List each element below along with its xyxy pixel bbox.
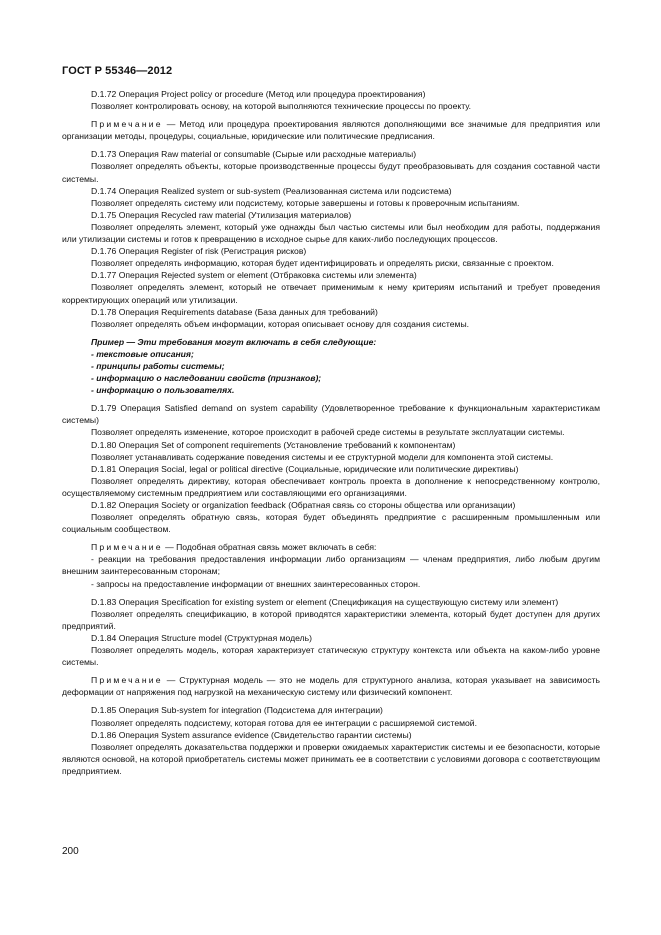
text-paragraph: Позволяет определять подсистему, которая готова для ее интеграции с расширяемой системой. (91, 717, 477, 728)
text-paragraph: Позволяет определять модель, которая характеризует статическую структуру контекста или объекта на каком-либо уровне системы. (62, 645, 600, 668)
text-paragraph: D.1.72 Операция Project policy or procedure (Метод или процедура проектирования) (91, 89, 426, 99)
example-paragraph: - текстовые описания; (91, 348, 194, 359)
text-paragraph: D.1.82 Операция Society or organization feedback (Обратная связь со стороны общества или организации) (91, 500, 516, 510)
text-paragraph: Позволяет определять объем информации, которая описывает основу для создания системы. (91, 318, 470, 329)
text-paragraph: Позволяет определять элемент, который уже однажды был частью системы или был необходим для работы, поддержания или утилизации системы и готов к превращению в исходное сырье для каких-либо последующих процессов. (62, 221, 600, 245)
text-paragraph: Позволяет определять систему или подсистему, которые завершены и готовы к проверочным испытаниям. (91, 197, 520, 208)
note-text: — Подобная обратная связь может включать в себя: (162, 542, 377, 553)
note-paragraph (62, 541, 600, 553)
text-paragraph: Позволяет определять доказательства поддержки и проверки ожидаемых характеристик системы и ее безопасности, которые являются основой, на которой приобретатель системы может принимать ее в соответствии с условиями договора с соответствующим предприятием. (62, 741, 600, 776)
text-paragraph: D.1.81 Операция Social, legal or political directive (Социальные, юридические или политические директивы) (91, 463, 519, 474)
note-text: — Структурная модель — это не модель для структурного анализа, которая указывает на зависимость деформации от напряжения под нагрузкой на механическую систему или физический компонент. (62, 675, 600, 698)
note-label: Примечание (91, 119, 163, 130)
text-paragraph: Позволяет определять объекты, которые производственные процессы будут преобразовывать для создания составной части системы. (62, 161, 600, 184)
example-paragraph: - информацию о пользователях. (91, 385, 235, 396)
note-paragraph (62, 118, 600, 142)
text-paragraph: D.1.74 Операция Realized system or sub-system (Реализованная система или подсистема) (91, 185, 452, 196)
page-content (62, 88, 600, 777)
text-paragraph: D.1.86 Операция System assurance evidence (Свидетельство гарантии системы) (91, 729, 412, 740)
note-label: Примечание (91, 542, 163, 553)
note-text: — Метод или процедура проектирования являются дополняющими все значимые для предприятия или организации методы, процедуры, социальные, юридические или политические предписания. (62, 119, 600, 142)
text-paragraph: Позволяет определять спецификацию, в которой приводятся характеристики элемента, который будет доступен для других предприятий. (62, 608, 600, 631)
note-label: Примечание (91, 675, 163, 686)
text-paragraph: - запросы на предоставление информации от внешних заинтересованных сторон. (91, 578, 421, 589)
text-paragraph: D.1.80 Операция Set of component requirements (Установление требований к компонентам) (91, 439, 456, 450)
text-paragraph: Позволяет определять изменение, которое происходит в рабочей среде системы в результате эксплуатации системы. (91, 427, 565, 438)
standard-header: ГОСТ Р 55346—2012 (62, 65, 173, 77)
text-paragraph: D.1.73 Операция Raw material or consumable (Сырые или расходные материалы) (91, 149, 417, 160)
note-paragraph (62, 674, 600, 698)
example-paragraph: - принципы работы системы; (91, 360, 225, 371)
example-paragraph: - информацию о наследовании свойств (признаков); (91, 373, 322, 384)
text-paragraph: Позволяет определять информацию, которая будет идентифицировать и определять риски, связанные с проектом. (91, 258, 554, 269)
text-paragraph: D.1.84 Операция Structure model (Структурная модель) (91, 632, 312, 643)
text-paragraph: D.1.76 Операция Register of risk (Регистрация рисков) (91, 246, 307, 257)
text-paragraph: Позволяет определять директиву, которая обеспечивает контроль проекта в дополнение к непосредственному контролю, осуществляемому системным предприятием или составляющими его организациями. (62, 475, 600, 498)
text-paragraph: Позволяет устанавливать содержание поведения системы и ее структурной модели для компонента этой системы. (91, 451, 554, 462)
text-paragraph: Позволяет определять элемент, который не отвечает применимым к нему критериям испытаний и требует проведения корректирующих операций или утилизации. (62, 282, 600, 305)
page-number: 200 (62, 846, 79, 857)
text-paragraph: D.1.78 Операция Requirements database (База данных для требований) (91, 306, 378, 317)
text-paragraph: D.1.85 Операция Sub-system for integration (Подсистема для интеграции) (91, 705, 383, 716)
example-paragraph: Пример — Эти требования могут включать в себя следующие: (91, 336, 377, 347)
text-paragraph: - реакции на требования предоставления информации либо организациям — членам предприятия, либо любым другим внешним заинтересованным сторонам; (62, 554, 600, 577)
text-paragraph: D.1.75 Операция Recycled raw material (Утилизация материалов) (91, 209, 352, 220)
text-paragraph: Позволяет определять обратную связь, которая будет объединять предприятие с расширенным промышленным или социальным сообществом. (62, 512, 600, 535)
text-paragraph: D.1.79 Операция Satisfied demand on system capability (Удовлетворенное требование к функциональным характеристикам системы) (62, 403, 600, 426)
text-paragraph: D.1.77 Операция Rejected system or element (Отбраковка системы или элемента) (91, 270, 417, 281)
text-paragraph: D.1.83 Операция Specification for existing system or element (Спецификация на существующую систему или элемент) (91, 596, 559, 607)
text-paragraph: Позволяет контролировать основу, на которой выполняются технические процессы по проекту. (91, 101, 472, 112)
